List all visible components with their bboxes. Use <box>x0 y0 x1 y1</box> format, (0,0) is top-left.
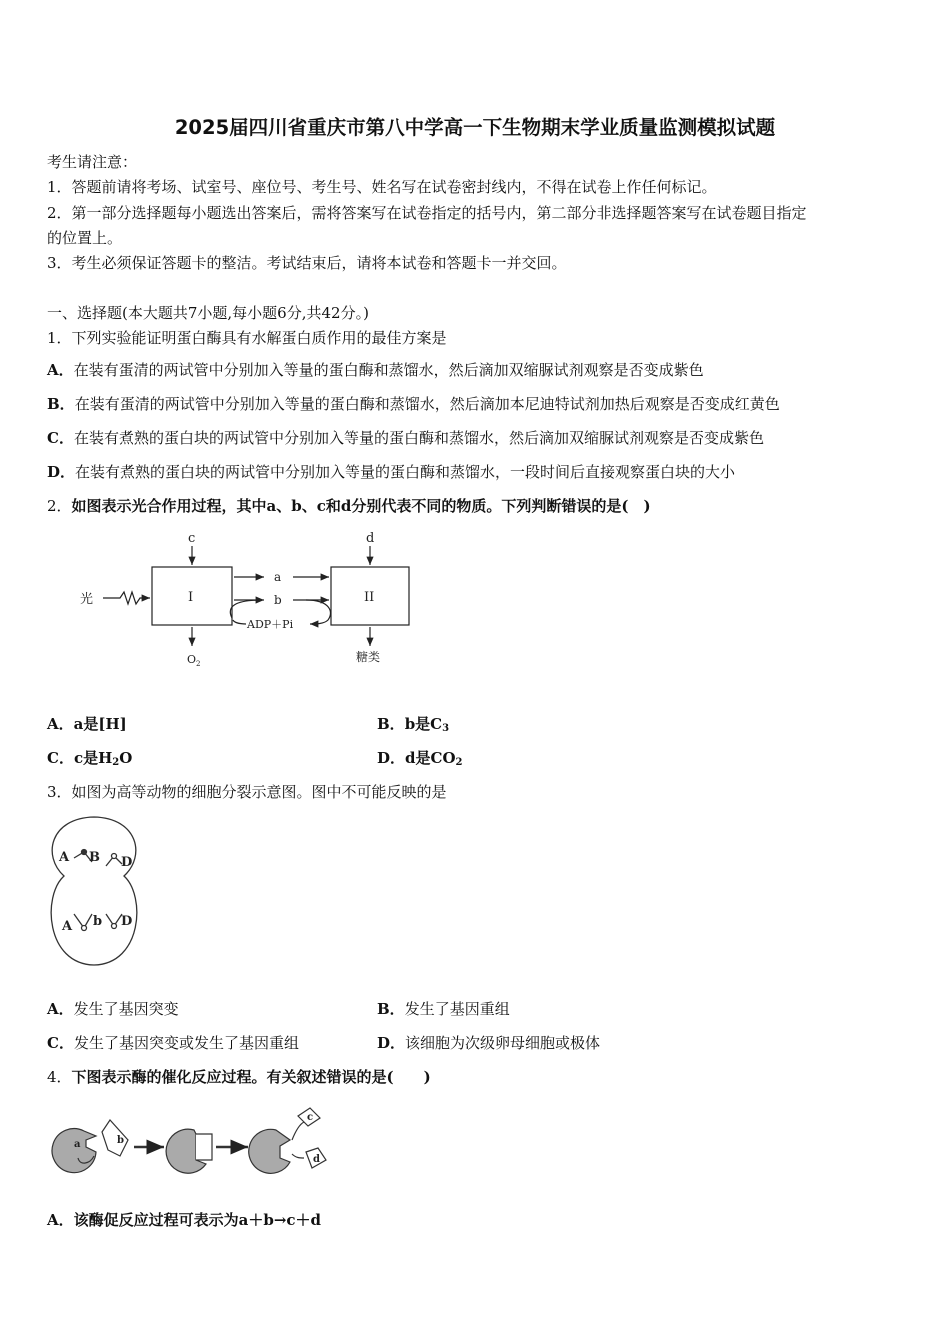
gene-label: A <box>59 850 70 865</box>
centromere <box>112 924 117 929</box>
q3-option-c[interactable]: C．发生了基因突变或发生了基因重组 <box>47 1034 299 1052</box>
adp-label: ADP＋Pi <box>247 618 294 631</box>
q2-option-d[interactable]: D．d是$CO_2$ <box>377 749 463 768</box>
box-i-label: I <box>188 590 194 605</box>
substrate-label: b <box>117 1135 124 1146</box>
question-number: 1． <box>47 329 72 347</box>
q1-option-b[interactable]: B．在装有蛋清的两试管中分别加入等量的蛋白酶和蒸馏水，然后滴加本尼迪特试剂加热后观察是否变成红黄色 <box>47 395 780 413</box>
c-label: c <box>188 531 196 546</box>
centromere <box>112 854 117 859</box>
question-2-stem: 2．如图表示光合作用过程，其中a、b、c和d分别代表不同的物质。下列判断错误的是( ) <box>47 497 651 515</box>
sugar-label: 糖类 <box>356 650 381 664</box>
q1-option-c[interactable]: C．在装有煮熟的蛋白块的两试管中分别加入等量的蛋白酶和蒸馏水，然后滴加双缩脲试剂观察是否变成紫色 <box>47 429 764 447</box>
question-number: 2． <box>47 497 72 515</box>
question-1-stem: 1．下列实验能证明蛋白酶具有水解蛋白质作用的最佳方案是 <box>47 329 447 347</box>
page-title: 2025届四川省重庆市第八中学高一下生物期末学业质量监测模拟试题 <box>174 116 776 139</box>
adp-return-loop-left <box>230 600 262 618</box>
adp-return-loop-right <box>306 600 330 624</box>
d-label: d <box>366 531 375 546</box>
box-ii-label: II <box>364 590 375 605</box>
notice-item: 3．考生必须保证答题卡的整洁。考试结束后，请将本试卷和答题卡一并交回。 <box>47 254 567 272</box>
cell-membrane <box>51 817 137 965</box>
question-number: 3． <box>47 783 72 801</box>
notice-item: 的位置上。 <box>47 229 123 247</box>
question-4-stem: 4．下图表示酶的催化反应过程。有关叙述错误的是( ) <box>47 1068 431 1086</box>
q2-option-c[interactable]: C．c是$H_2O$ <box>47 749 133 768</box>
q3-option-b[interactable]: B．发生了基因重组 <box>377 1000 510 1018</box>
question-3-stem: 3．如图为高等动物的细胞分裂示意图。图中不可能反映的是 <box>47 783 447 801</box>
q3-option-a[interactable]: A．发生了基因突变 <box>47 1000 179 1018</box>
bound-substrate <box>196 1134 212 1160</box>
product-c-label: c <box>307 1112 314 1123</box>
gene-label: D <box>121 855 133 870</box>
gene-label: A <box>62 919 73 934</box>
a-label: a <box>274 570 282 584</box>
notice-item: 2．第一部分选择题每小题选出答案后，需将答案写在试卷指定的括号内，第二部分非选择题答案写在试卷题目指定 <box>47 204 807 222</box>
question-number: 4． <box>47 1068 72 1086</box>
enzyme-reaction-diagram <box>52 1108 326 1173</box>
release-arrow <box>292 1154 304 1158</box>
cell-division-diagram <box>51 817 137 965</box>
enzyme-label: a <box>74 1139 81 1150</box>
enzyme-shape-3 <box>249 1129 290 1173</box>
q1-option-d[interactable]: D．在装有煮熟的蛋白块的两试管中分别加入等量的蛋白酶和蒸馏水，一段时间后直接观察蛋白块的大小 <box>47 463 736 481</box>
gene-label: b <box>93 914 103 929</box>
section-heading: 一、选择题(本大题共7小题,每小题6分,共42分。) <box>47 304 369 322</box>
q1-option-a[interactable]: A．在装有蛋清的两试管中分别加入等量的蛋白酶和蒸馏水，然后滴加双缩脲试剂观察是否变成紫色 <box>47 361 704 379</box>
light-arrow <box>103 592 150 604</box>
q2-option-b[interactable]: B．b是$C_3$ <box>377 715 450 734</box>
adp-to-box-i <box>233 620 246 624</box>
b-label: b <box>274 593 282 607</box>
q2-option-a[interactable]: A．a是[H] <box>47 715 127 733</box>
notice-item: 1．答题前请将考场、试室号、座位号、考生号、姓名写在试卷密封线内，不得在试卷上作任何标记。 <box>47 178 717 196</box>
enzyme-shape-1 <box>52 1129 96 1173</box>
product-d-label: d <box>313 1154 320 1165</box>
light-label: 光 <box>80 592 94 607</box>
substrate-shape <box>102 1120 128 1156</box>
release-arrow <box>292 1122 304 1140</box>
q4-option-a[interactable]: A．该酶促反应过程可表示为a＋b→c＋d <box>47 1211 322 1229</box>
centromere <box>82 926 87 931</box>
gene-label: B <box>89 850 100 865</box>
o2-label: $O_2$ <box>187 653 201 668</box>
q3-option-d[interactable]: D．该细胞为次级卵母细胞或极体 <box>377 1034 601 1052</box>
centromere <box>82 850 87 855</box>
notice-heading: 考生请注意： <box>47 153 138 171</box>
gene-label: D <box>121 914 133 929</box>
